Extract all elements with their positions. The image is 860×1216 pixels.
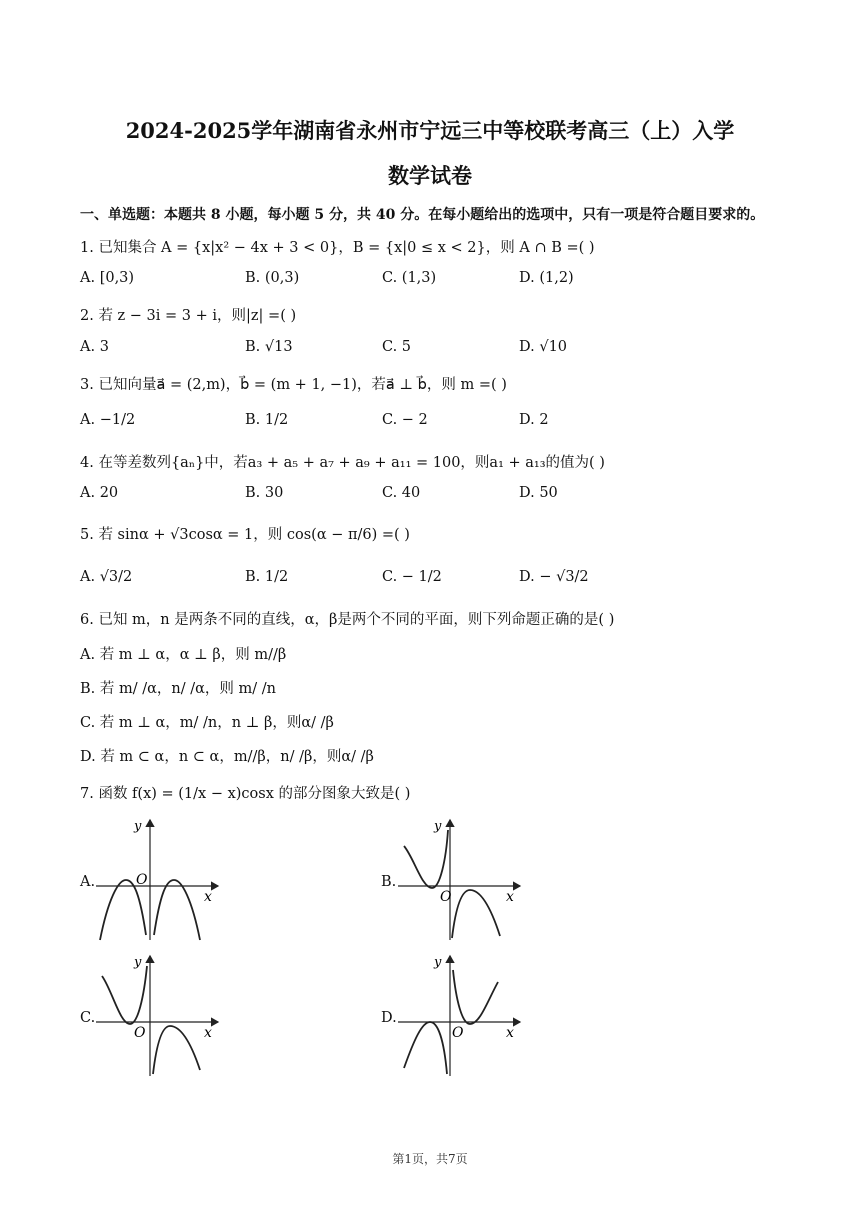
q2-option-d: D. √10 [519,339,568,355]
q7-option-b: B. [381,874,397,890]
graph-a-y-label: y [134,819,142,834]
graph-c-origin-label: O [134,1025,146,1041]
q7-option-c: C. [80,1010,96,1026]
graph-b-curve [404,830,500,938]
graph-b-x-label: x [506,889,514,905]
q6-option-c: C. 若 m ⊥ α，m/ /n，n ⊥ β，则α/ /β [80,715,334,731]
graph-c-y-label: y [134,955,142,970]
q1-option-d: D. (1,2) [519,270,574,286]
question-6-stem: 6. 已知 m，n 是两条不同的直线，α，β是两个不同的平面，则下列命题正确的是( ) [80,612,615,628]
question-4-stem: 4. 在等差数列{aₙ}中，若a₃ + a₅ + a₇ + a₉ + a₁₁ = 100，则a₁ + a₁₃的值为( ) [80,455,605,471]
q7-option-d: D. [381,1010,397,1026]
question-1-stem: 1. 已知集合 A = {x|x² − 4x + 3 < 0}，B = {x|0 ≤ x < 2}，则 A ∩ B =( ) [80,240,595,256]
question-5-stem: 5. 若 sinα + √3cosα = 1，则 cos(α − π/6) =( ) [80,527,410,543]
q5-option-a: A. √3/2 [80,569,133,585]
graph-d-y-label: y [434,955,442,970]
graph-a-axes [96,820,218,940]
graph-d-origin-label: O [452,1025,464,1041]
question-3-stem: 3. 已知向量a⃗ = (2,m)，b⃗ = (m + 1, −1)，若a⃗ ⊥ b⃗，则 m =( ) [80,377,507,393]
page-footer: 第1页，共7页 [392,1152,468,1166]
graph-d-x-label: x [506,1025,514,1041]
q1-option-c: C. (1,3) [382,270,437,286]
graph-a-curve [100,880,200,940]
q3-option-c: C. − 2 [382,412,428,428]
graph-a-origin-label: O [136,872,148,888]
q5-option-b: B. 1/2 [245,569,289,585]
q4-option-d: D. 50 [519,485,558,501]
graph-c-axes [96,956,218,1076]
graph-c-curve [102,966,200,1074]
graph-d-axes [398,956,520,1076]
graph-b-origin-label: O [440,889,452,905]
q1-option-b: B. (0,3) [245,270,300,286]
q4-option-a: A. 20 [80,485,119,501]
graph-d-curve [404,970,498,1074]
graph-a-x-label: x [204,889,212,905]
q3-option-b: B. 1/2 [245,412,289,428]
doc-title-line1: 2024-2025学年湖南省永州市宁远三中等校联考高三（上）入学 [125,118,735,143]
q6-option-b: B. 若 m/ /α，n/ /α，则 m/ /n [80,681,276,697]
q5-option-c: C. − 1/2 [382,569,442,585]
section-heading: 一、单选题：本题共 8 小题，每小题 5 分，共 40 分。在每小题给出的选项中，只有一项是符合题目要求的。 [80,207,765,223]
doc-title-line2: 数学试卷 [388,163,472,188]
q2-option-c: C. 5 [382,339,412,355]
question-2-stem: 2. 若 z − 3i = 3 + i，则|z| =( ) [80,308,297,324]
graph-b-y-label: y [434,819,442,834]
q2-option-a: A. 3 [80,339,109,355]
graph-c-x-label: x [204,1025,212,1041]
question-7-stem: 7. 函数 f(x) = (1/x − x)cosx 的部分图象大致是( ) [80,786,411,802]
q6-option-a: A. 若 m ⊥ α，α ⊥ β，则 m//β [80,647,287,663]
q1-option-a: A. [0,3) [80,270,135,286]
graph-b-axes [398,820,520,940]
q2-option-b: B. √13 [245,339,293,355]
q4-option-c: C. 40 [382,485,421,501]
q6-option-d: D. 若 m ⊂ α，n ⊂ α，m//β，n/ /β，则α/ /β [80,749,374,765]
q3-option-d: D. 2 [519,412,549,428]
q3-option-a: A. −1/2 [80,412,136,428]
q4-option-b: B. 30 [245,485,284,501]
q5-option-d: D. − √3/2 [519,569,589,585]
q7-option-a: A. [80,874,96,890]
